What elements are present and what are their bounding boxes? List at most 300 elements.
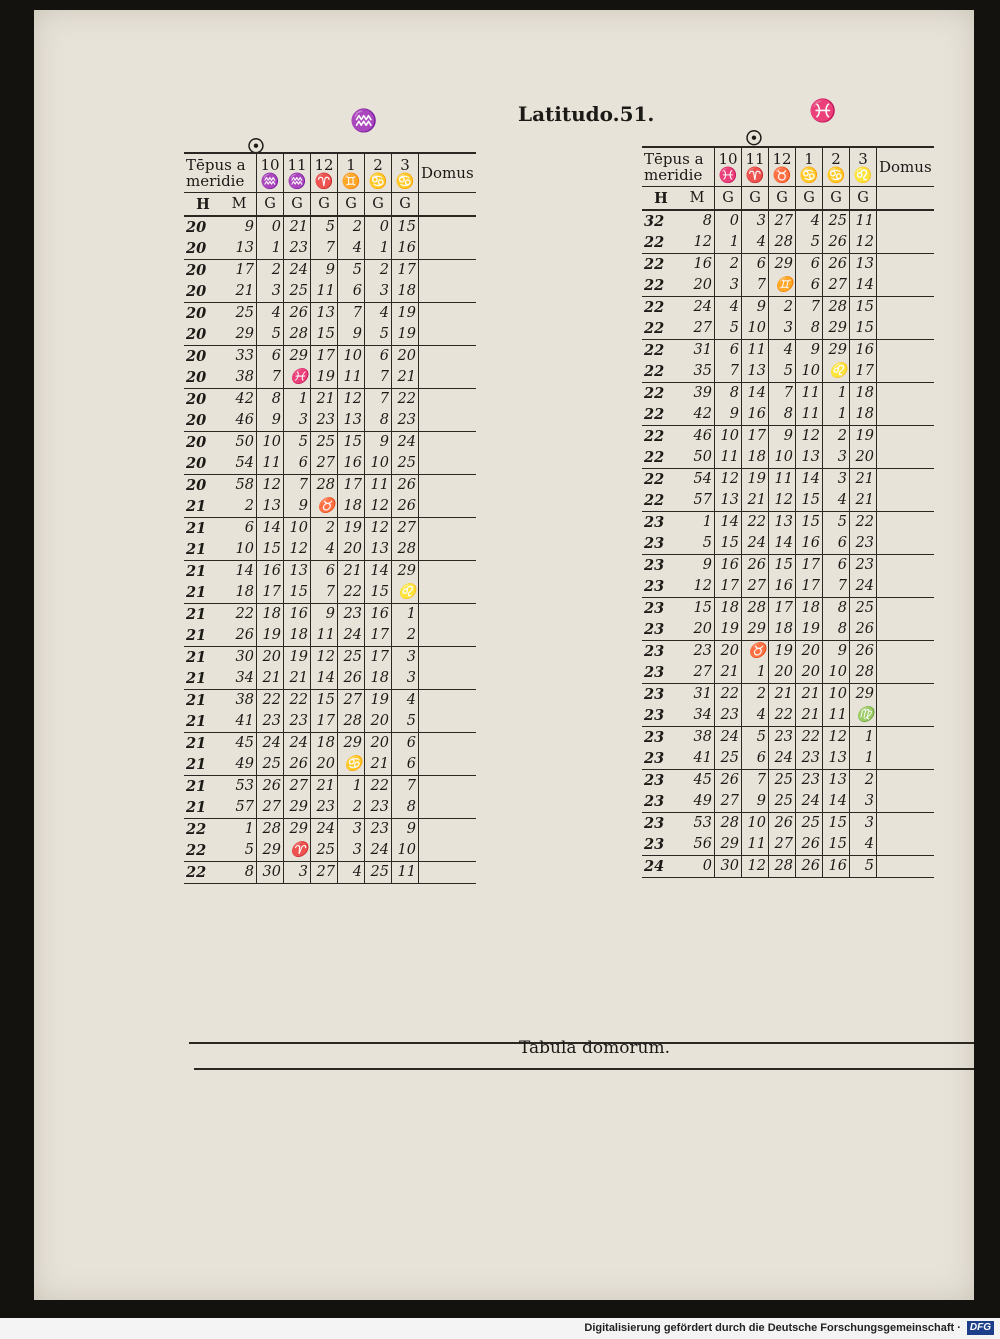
minute-cell: 33 [235, 348, 254, 364]
degree-cell: 7 [284, 475, 311, 497]
degree-cell: 22 [742, 512, 769, 534]
table-row [184, 625, 476, 647]
degree-cell: 17 [311, 711, 338, 733]
degree-cell: 21 [742, 490, 769, 512]
table-row [642, 232, 934, 254]
degree-cell: 9 [715, 404, 742, 426]
degree-cell: 3 [338, 840, 365, 862]
degree-cell: 1 [257, 238, 284, 260]
minute-cell: 21 [222, 281, 257, 303]
domus-cell-empty [419, 281, 476, 303]
degree-cell: 22 [796, 727, 823, 749]
degree-cell: 16 [796, 533, 823, 555]
degree-cell: 29 [284, 346, 311, 368]
degree-cell: 13 [257, 496, 284, 518]
degree-cell: 3 [392, 668, 419, 690]
degree-cell: 25 [311, 840, 338, 862]
table-row [184, 518, 476, 540]
degree-cell: 12 [338, 389, 365, 411]
degree-cell: 28 [850, 662, 877, 684]
domus-cell-empty [419, 324, 476, 346]
domus-cell-empty [419, 668, 476, 690]
degree-cell: ♋ [338, 754, 365, 776]
table-row [642, 383, 934, 405]
degree-cell: 24 [392, 432, 419, 454]
table-row [642, 318, 934, 340]
hour-cell: 23 [642, 834, 680, 856]
degree-cell: 3 [284, 410, 311, 432]
degree-cell: 9 [311, 604, 338, 626]
table-row [184, 324, 476, 346]
degree-cell: 1 [823, 404, 850, 426]
dfg-logo: DFG [967, 1321, 994, 1335]
table-row [642, 662, 934, 684]
hour-cell: 22 [644, 428, 665, 445]
degree-cell: 7 [715, 361, 742, 383]
minute-cell: 46 [222, 410, 257, 432]
degree-cell: 8 [715, 383, 742, 405]
degree-cell: 26 [850, 619, 877, 641]
degree-cell: 2 [257, 260, 284, 282]
unit-cell: G [338, 193, 365, 217]
degree-cell: 7 [823, 576, 850, 598]
domus-cell-empty [877, 361, 934, 383]
degree-cell: 24 [769, 748, 796, 770]
header-cell: 3 ♋ [392, 153, 419, 193]
domus-cell-empty [419, 625, 476, 647]
degree-cell: 9 [311, 260, 338, 282]
degree-cell: 20 [850, 447, 877, 469]
degree-cell: 18 [338, 496, 365, 518]
degree-cell: 11 [742, 834, 769, 856]
degree-cell: 1 [365, 238, 392, 260]
hour-cell: 21 [186, 563, 207, 580]
domus-cell-empty [419, 561, 476, 583]
degree-cell: 10 [257, 432, 284, 454]
degree-cell: 3 [284, 862, 311, 884]
degree-cell: 3 [823, 469, 850, 491]
domus-cell-empty [877, 297, 934, 319]
minute-cell: 24 [693, 299, 712, 315]
degree-cell: 6 [311, 561, 338, 583]
domus-cell-empty [419, 238, 476, 260]
domus-cell-empty [877, 232, 934, 254]
degree-cell: 28 [284, 324, 311, 346]
degree-cell: 14 [715, 512, 742, 534]
table-row [184, 840, 476, 862]
domus-cell-empty [877, 254, 934, 276]
table-row [184, 690, 476, 712]
degree-cell: 23 [284, 711, 311, 733]
degree-cell: 28 [338, 711, 365, 733]
degree-cell: 7 [311, 238, 338, 260]
degree-cell: ♍ [850, 705, 877, 727]
degree-cell: 5 [284, 432, 311, 454]
degree-cell: 6 [392, 733, 419, 755]
table-row [642, 447, 934, 469]
degree-cell: 15 [365, 582, 392, 604]
degree-cell: 6 [257, 346, 284, 368]
degree-cell: 18 [796, 598, 823, 620]
degree-cell: 22 [257, 690, 284, 712]
degree-cell: 23 [284, 238, 311, 260]
degree-cell: 15 [823, 834, 850, 856]
table-row [642, 813, 934, 835]
degree-cell: 27 [338, 690, 365, 712]
degree-cell: 2 [338, 216, 365, 238]
hour-cell: 20 [184, 410, 222, 432]
minute-cell: 12 [680, 576, 715, 598]
degree-cell: 18 [311, 733, 338, 755]
degree-cell: 25 [338, 647, 365, 669]
degree-cell: 25 [392, 453, 419, 475]
degree-cell: 16 [769, 576, 796, 598]
minute-cell: 8 [702, 213, 712, 229]
degree-cell: 11 [311, 625, 338, 647]
table-caption: Tabula domorum. [519, 1038, 671, 1058]
minute-cell: 57 [680, 490, 715, 512]
degree-cell: 15 [311, 324, 338, 346]
domus-cell-empty [877, 748, 934, 770]
degree-cell: 4 [257, 303, 284, 325]
degree-cell: 21 [850, 490, 877, 512]
degree-cell: 18 [850, 404, 877, 426]
minute-cell: 57 [222, 797, 257, 819]
degree-cell: 22 [850, 512, 877, 534]
degree-cell: 1 [284, 389, 311, 411]
table-row [184, 238, 476, 260]
degree-cell: 28 [742, 598, 769, 620]
degree-cell: 13 [796, 447, 823, 469]
degree-cell: 17 [338, 475, 365, 497]
hour-cell: 21 [184, 625, 222, 647]
degree-cell: 21 [365, 754, 392, 776]
hour-cell: 21 [184, 754, 222, 776]
table-row [184, 410, 476, 432]
degree-cell: 23 [365, 797, 392, 819]
degree-cell: 12 [796, 426, 823, 448]
degree-cell: ♊ [769, 275, 796, 297]
degree-cell: 13 [742, 361, 769, 383]
degree-cell: 25 [769, 791, 796, 813]
hour-cell: 23 [642, 576, 680, 598]
hour-cell: 23 [644, 514, 665, 531]
pisces-symbol: ♓ [809, 98, 837, 124]
degree-cell: 17 [769, 598, 796, 620]
degree-cell: 17 [311, 346, 338, 368]
degree-cell: 4 [796, 210, 823, 232]
minute-cell: 9 [702, 557, 712, 573]
minute-cell: 1 [244, 821, 254, 837]
degree-cell: 25 [850, 598, 877, 620]
degree-cell: 20 [796, 641, 823, 663]
degree-cell: 19 [311, 367, 338, 389]
header-cell: 10 ♒ [257, 153, 284, 193]
minute-cell: 31 [693, 342, 712, 358]
degree-cell: 19 [392, 324, 419, 346]
hour-cell: 20 [184, 238, 222, 260]
degree-cell: 12 [742, 856, 769, 878]
table-row [184, 561, 476, 583]
degree-cell: 3 [850, 791, 877, 813]
degree-cell: 8 [257, 389, 284, 411]
degree-cell: 8 [769, 404, 796, 426]
degree-cell: 14 [850, 275, 877, 297]
degree-cell: 14 [257, 518, 284, 540]
degree-cell: 7 [257, 367, 284, 389]
degree-cell: 16 [850, 340, 877, 362]
table-row [184, 281, 476, 303]
degree-cell: 1 [338, 776, 365, 798]
domus-cell-empty [877, 576, 934, 598]
table-row [642, 641, 934, 663]
table-row [184, 496, 476, 518]
degree-cell: 27 [392, 518, 419, 540]
domus-cell-empty [419, 260, 476, 282]
degree-cell: 2 [365, 260, 392, 282]
hour-cell: 23 [644, 772, 665, 789]
hour-cell: 20 [184, 324, 222, 346]
minute-cell: 45 [693, 772, 712, 788]
degree-cell: 21 [311, 389, 338, 411]
degree-cell: 17 [365, 625, 392, 647]
hour-cell: 32 [644, 213, 665, 230]
degree-cell: 24 [742, 533, 769, 555]
degree-cell: 2 [850, 770, 877, 792]
degree-cell: 29 [715, 834, 742, 856]
domus-cell-empty [419, 496, 476, 518]
degree-cell: 1 [823, 383, 850, 405]
hour-cell: 23 [644, 686, 665, 703]
degree-cell: 24 [257, 733, 284, 755]
degree-cell: 15 [338, 432, 365, 454]
degree-cell: 12 [284, 539, 311, 561]
hour-cell: 22 [642, 232, 680, 254]
table-row [184, 668, 476, 690]
degree-cell: 3 [850, 813, 877, 835]
degree-cell: 18 [742, 447, 769, 469]
degree-cell: 3 [715, 275, 742, 297]
degree-cell: 18 [392, 281, 419, 303]
degree-cell: 10 [742, 813, 769, 835]
minute-cell: 38 [693, 729, 712, 745]
degree-cell: 17 [742, 426, 769, 448]
degree-cell: 5 [715, 318, 742, 340]
domus-cell-empty [419, 862, 476, 884]
hour-cell: 22 [644, 299, 665, 316]
domus-cell-empty [419, 410, 476, 432]
minute-cell: 2 [222, 496, 257, 518]
degree-cell: 2 [338, 797, 365, 819]
degree-cell: 27 [311, 862, 338, 884]
degree-cell: 29 [284, 819, 311, 841]
degree-cell: 7 [365, 389, 392, 411]
degree-cell: 6 [715, 340, 742, 362]
degree-cell: 6 [338, 281, 365, 303]
degree-cell: 4 [392, 690, 419, 712]
degree-cell: 20 [715, 641, 742, 663]
table-row [184, 647, 476, 669]
minute-cell: 38 [235, 692, 254, 708]
minute-cell: 35 [680, 361, 715, 383]
degree-cell: 28 [311, 475, 338, 497]
units-row [184, 193, 476, 217]
hour-cell: 22 [184, 840, 222, 862]
degree-cell: 22 [769, 705, 796, 727]
degree-cell: 26 [284, 754, 311, 776]
degree-cell: 15 [850, 297, 877, 319]
header-cell: 11 ♒ [284, 153, 311, 193]
degree-cell: 11 [715, 447, 742, 469]
table-row [642, 469, 934, 491]
hour-cell: 21 [184, 797, 222, 819]
minute-cell: 17 [235, 262, 254, 278]
degree-cell: 26 [284, 303, 311, 325]
degree-cell: 11 [338, 367, 365, 389]
degree-cell: 19 [392, 303, 419, 325]
table-row [184, 367, 476, 389]
table-row [184, 797, 476, 819]
degree-cell: 14 [742, 383, 769, 405]
degree-cell: 12 [311, 647, 338, 669]
degree-cell: 24 [311, 819, 338, 841]
degree-cell: 7 [311, 582, 338, 604]
degree-cell: 26 [769, 813, 796, 835]
degree-cell: 10 [715, 426, 742, 448]
degree-cell: 4 [715, 297, 742, 319]
degree-cell: 20 [257, 647, 284, 669]
table-row [642, 275, 934, 297]
degree-cell: 5 [365, 324, 392, 346]
header-cell: 1 ♋ [796, 147, 823, 187]
domus-cell-empty [877, 210, 934, 232]
degree-cell: 5 [850, 856, 877, 878]
minute-cell: 56 [680, 834, 715, 856]
minute-cell: 27 [680, 318, 715, 340]
table-row [642, 297, 934, 319]
degree-cell: 21 [284, 216, 311, 238]
degree-cell: 21 [257, 668, 284, 690]
degree-cell: 24 [365, 840, 392, 862]
degree-cell: 25 [796, 813, 823, 835]
degree-cell: 25 [823, 210, 850, 232]
degree-cell: 16 [715, 555, 742, 577]
minute-cell: 39 [693, 385, 712, 401]
table-row [642, 684, 934, 706]
degree-cell: 3 [769, 318, 796, 340]
hour-cell: 23 [642, 748, 680, 770]
degree-cell: 1 [742, 662, 769, 684]
degree-cell: 26 [257, 776, 284, 798]
unit-cell: G [257, 193, 284, 217]
hour-cell: 21 [184, 539, 222, 561]
minute-cell: 16 [693, 256, 712, 272]
minute-cell: 23 [693, 643, 712, 659]
degree-cell: 27 [715, 791, 742, 813]
table-row [184, 216, 476, 238]
hour-cell: 21 [186, 692, 207, 709]
degree-cell: 15 [284, 582, 311, 604]
degree-cell: 15 [823, 813, 850, 835]
degree-cell: 18 [365, 668, 392, 690]
degree-cell: 18 [769, 619, 796, 641]
degree-cell: 7 [338, 303, 365, 325]
domus-cell-empty [419, 432, 476, 454]
hour-cell: 20 [184, 367, 222, 389]
hour-cell: 20 [184, 453, 222, 475]
minute-cell: 5 [222, 840, 257, 862]
domus-cell-empty [877, 490, 934, 512]
minute-cell: 54 [693, 471, 712, 487]
degree-cell: 15 [850, 318, 877, 340]
degree-cell: 24 [850, 576, 877, 598]
degree-cell: 0 [715, 210, 742, 232]
degree-cell: 22 [338, 582, 365, 604]
page-title: Latitudo.51. [518, 102, 655, 126]
degree-cell: 24 [715, 727, 742, 749]
domus-cell-empty [419, 733, 476, 755]
table-row [642, 555, 934, 577]
unit-cell: M [680, 187, 715, 211]
degree-cell: 26 [715, 770, 742, 792]
degree-cell: 29 [823, 340, 850, 362]
degree-cell: 12 [715, 469, 742, 491]
table-row [184, 604, 476, 626]
hour-cell: 20 [184, 281, 222, 303]
degree-cell: 9 [284, 496, 311, 518]
degree-cell: 2 [715, 254, 742, 276]
degree-cell: 13 [338, 410, 365, 432]
domus-cell-empty [877, 512, 934, 534]
hour-cell: 22 [642, 361, 680, 383]
table-row [642, 619, 934, 641]
degree-cell: ♌ [823, 361, 850, 383]
degree-cell: 29 [338, 733, 365, 755]
degree-cell: 29 [284, 797, 311, 819]
degree-cell: 8 [365, 410, 392, 432]
degree-cell: 17 [796, 576, 823, 598]
degree-cell: 15 [392, 216, 419, 238]
degree-cell: 21 [311, 776, 338, 798]
minute-cell: 8 [222, 862, 257, 884]
degree-cell: 17 [850, 361, 877, 383]
degree-cell: 12 [257, 475, 284, 497]
hour-cell: 23 [644, 600, 665, 617]
hour-cell: 20 [186, 477, 207, 494]
degree-cell: 4 [311, 539, 338, 561]
degree-cell: 29 [742, 619, 769, 641]
degree-cell: 15 [769, 555, 796, 577]
table-row [184, 733, 476, 755]
domus-cell-empty [419, 797, 476, 819]
units-row [642, 187, 934, 211]
hour-cell: 23 [642, 705, 680, 727]
hour-cell: 23 [644, 643, 665, 660]
degree-cell: 1 [715, 232, 742, 254]
degree-cell: 16 [392, 238, 419, 260]
degree-cell: 14 [311, 668, 338, 690]
degree-cell: 27 [257, 797, 284, 819]
degree-cell: 9 [823, 641, 850, 663]
degree-cell: 21 [796, 705, 823, 727]
sun-symbol-right: ☉ [745, 126, 763, 150]
header-cell: 2 ♋ [823, 147, 850, 187]
degree-cell: 15 [715, 533, 742, 555]
degree-cell: 10 [823, 684, 850, 706]
left-house-table [184, 152, 476, 884]
degree-cell: 16 [338, 453, 365, 475]
table-row [184, 389, 476, 411]
